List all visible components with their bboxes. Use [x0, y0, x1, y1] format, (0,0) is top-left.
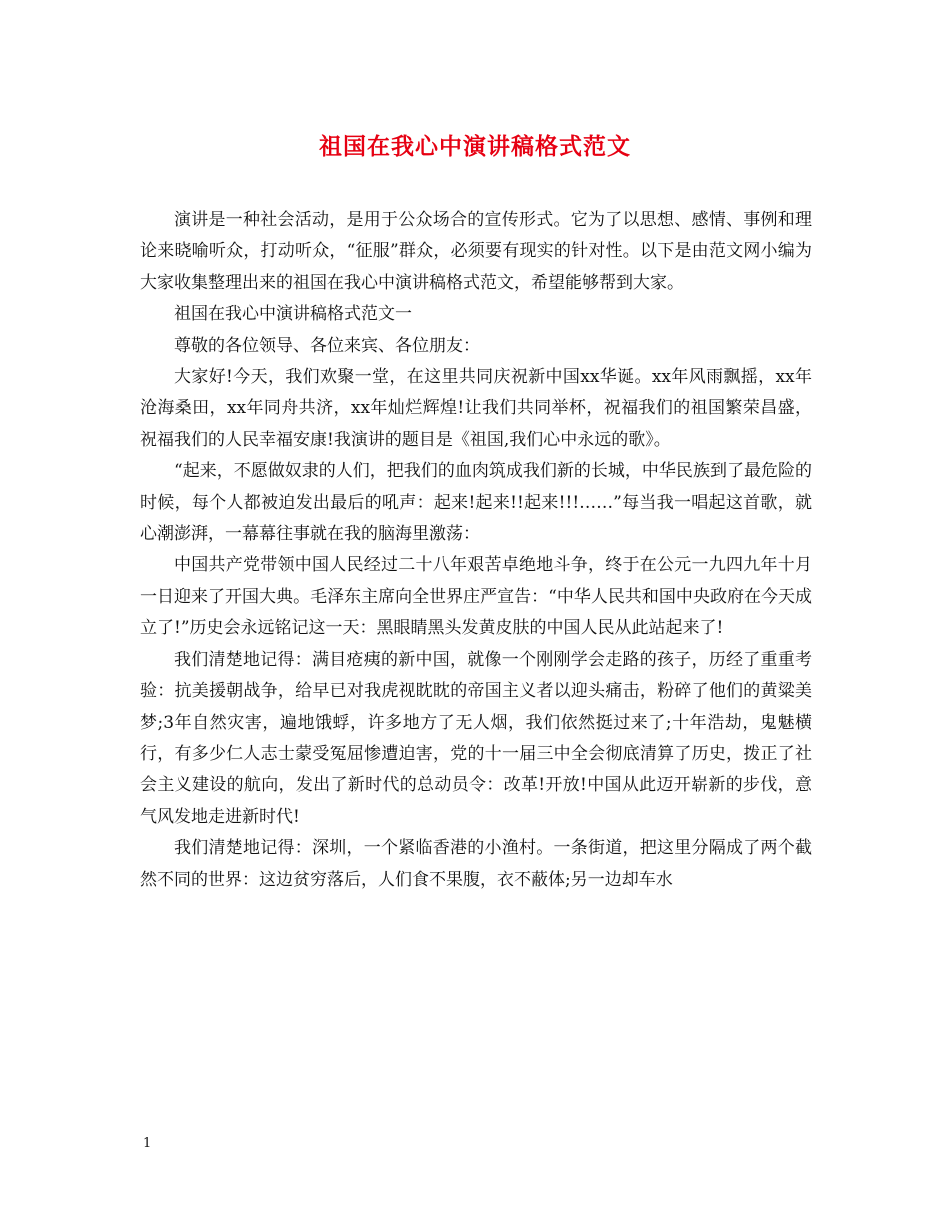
page-number: 1 — [143, 1136, 152, 1151]
paragraph-section-heading: 祖国在我心中演讲稿格式范文一 — [174, 304, 412, 325]
paragraph-intro: 演讲是一种社会活动，是用于公众场合的宣传形式。它为了以思想、感情、事例和理论来晓喻听众，打动听众，“征服”群众，必须要有现实的针对性。以下是由范文网小编为大家收集整理出来的祖国在我心中演讲稿格式范文，希望能够帮到大家。 — [140, 210, 812, 293]
paragraph-shenzhen: 我们清楚地记得：深圳，一个紧临香港的小渔村。一条街道，把这里分隔成了两个截然不同的世界：这边贫穷落后，人们食不果腹，衣不蔽体;另一边却车水 — [140, 838, 812, 890]
paragraph-history: 我们清楚地记得：满目疮痍的新中国，就像一个刚刚学会走路的孩子，历经了重重考验：抗美援朝战争，给早已对我虎视眈眈的帝国主义者以迎头痛击，粉碎了他们的黄粱美梦;3年自然灾害，遍地饿蜉，许多地方了无人烟，我们依然挺过来了;十年浩劫，鬼魅横行，有多少仁人志士蒙受冤屈惨遭迫害，党的十一届三中全会彻底清算了历史，拨正了社会主义建设的航向，发出了新时代的总动员令：改革!开放!中国从此迈开崭新的步伐，意气风发地走进新时代! — [140, 649, 812, 827]
paragraph-founding: 中国共产党带领中国人民经过二十八年艰苦卓绝地斗争，终于在公元一九四九年十月一日迎来了开国大典。毛泽东主席向全世界庄严宣告：“中华人民共和国中央政府在今天成立了!”历史会永远铭记这一天：黑眼睛黑头发黄皮肤的中国人民从此站起来了! — [140, 555, 812, 639]
paragraph-greeting: 大家好!今天，我们欢聚一堂，在这里共同庆祝新中国xx华诞。xx年风雨飘摇，xx年沧海桑田，xx年同舟共济，xx年灿烂辉煌!让我们共同举杯，祝福我们的祖国繁荣昌盛，祝福我们的人民幸福安康!我演讲的题目是《祖国,我们心中永远的歌》。 — [140, 367, 812, 450]
document-title: 祖国在我心中演讲稿格式范文 — [319, 133, 631, 160]
document-body — [140, 205, 812, 896]
paragraph-salutation: 尊敬的各位领导、各位来宾、各位朋友： — [174, 335, 480, 356]
paragraph-anthem: “起来，不愿做奴隶的人们，把我们的血肉筑成我们新的长城，中华民族到了最危险的时候，每个人都被迫发出最后的吼声：起来!起来!!起来!!!……”每当我一唱起这首歌，就心潮澎湃，一幕幕往事就在我的脑海里激荡： — [140, 461, 812, 545]
